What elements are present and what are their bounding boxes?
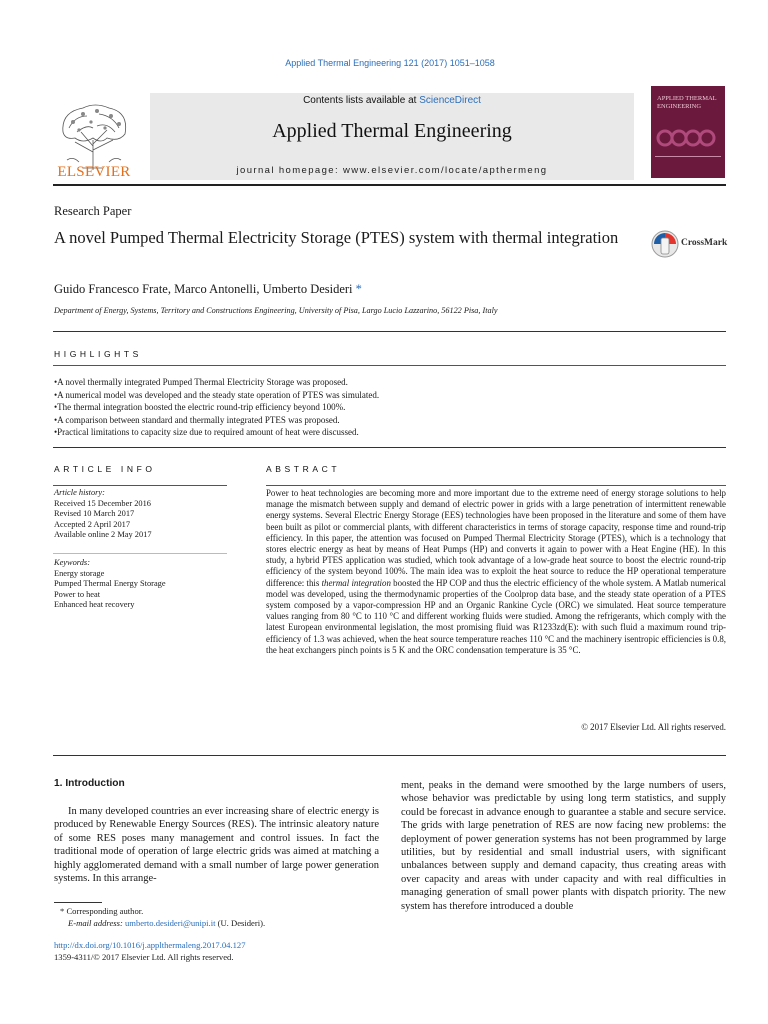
paper-type: Research Paper [54,204,132,218]
crossmark-icon [651,229,679,259]
author-list [54,282,362,297]
divider [53,485,227,486]
highlight-item: • A novel thermally integrated Pumped Thermal Electricity Storage was proposed. [54,376,734,389]
issn-line: 1359-4311/© 2017 Elsevier Ltd. All rights reserved. [54,952,234,962]
cover-title: APPLIED THERMAL ENGINEERING [657,95,717,110]
highlight-item: • A numerical model was developed and the steady state operation of PTES was simulated. [54,389,734,402]
divider [53,755,726,756]
keyword-item[interactable]: Power to heat [54,589,101,599]
abstract-part-1: Power to heat technologies are becoming more and more important due to the extreme need of energy storage solutions to help manage the mismatch between supply and demand of electric power in grids with a large penetration of intermittent renewable energy systems. Several Electric Energy Storage (EES) technologies have been proposed in the literature and some of them have been built as pilot or commercial plants, with different characteristics in terms of storage capacity, response time and round-trip efficiency. In this paper, the attention was focused on Pumped Thermal Electricity Storage (PTES), which is a technology that stores electric energy as heat by means of Heat Pumps (HP) and converts it again to power with a Heat Engine (HE). In this study, a hybrid PTES application was studied, which took advantage of a low-grade heat source to boost the electric round-trip efficiency of the system beyond 100%. The main idea was to exploit the heat source to reduce the HP operational temperature difference: this [266,488,726,588]
keywords [54,558,229,611]
abstract-part-2: boosted the HP COP and thus the electric efficiency of the whole system. A Matlab numerical model was developed, using the thermodynamic properties of the Coolprop data base, and the steady state operation of a PTES system composed by a vapor-compression HP and an Organic Rankine Cycle (ORC) we simulated. Heat source temperature values ranging from 80 °C to 110 °C and different working fluids were studied. Among the refrigerants, which comply with the latest European environmental legislation, the most promising fluid was R1233zd(E): with such fluid a maximum round trip-efficiency of 1.3 was achieved, when the heat source temperature reaches 110 °C and the machinery isentropic efficiencies is 0.8, the heat exchangers pinch points is 5 K and the ORC condensation temperature is 35 °C. [266,577,727,655]
abstract-heading: ABSTRACT [266,464,341,474]
highlight-item: • Practical limitations to capacity size due to required amount of heat were discussed. [54,426,734,439]
journal-title: Applied Thermal Engineering [272,120,512,142]
contents-line [150,95,634,106]
footnote [54,906,384,929]
highlights-list [54,376,734,439]
divider [53,553,227,554]
journal-homepage-link[interactable]: journal homepage: www.elsevier.com/locate/apthermeng [236,165,548,176]
history-label: Article history: [54,488,105,497]
history-online: Available online 2 May 2017 [54,530,152,539]
introduction-text-left: In many developed countries an ever increasing share of electric energy is produced by Renewable Energy Sources (RES). The intrinsic aleatory nature of some RES poses many management and control issues. In fact the traditional mode of operation of large electric grids was aimed at matching a highly agglomerated demand with a small number of large power generation systems. In this arrange- [54,806,379,885]
paper-title: A novel Pumped Thermal Electricity Storage (PTES) system with thermal integration [54,228,619,247]
history-received: Received 15 December 2016 [54,498,151,508]
abstract-italic: thermal integration [321,577,391,588]
highlight-item: • A comparison between standard and thermally integrated PTES was proposed. [54,414,734,427]
divider [53,365,726,366]
divider [266,485,726,486]
footnote-divider [54,902,102,903]
keyword-item[interactable]: Energy storage [54,568,105,578]
highlights-heading: HIGHLIGHTS [54,349,142,359]
keyword-item[interactable]: Pumped Thermal Energy Storage [54,579,166,588]
introduction-text-right: ment, peaks in the demand were smoothed by the large numbers of users, whose behavior was predictable by using long term statistics, and supply could be forecast in advance enough to guarantee a stable and secure service. The grids with large penetration of RES are now facing new problems: the deployment of power generation systems has not been programmed by large utilities, but by residential and small industrial users, with significant unbalances between supply and demand capacity, thus creating areas with over capacity and areas with under capacity and with real difficulties in managing generation of small power plants with dispatch priority. The new system has therefore introduced a double [401,780,726,912]
sciencedirect-link[interactable]: ScienceDirect [419,95,481,106]
contents-prefix: Contents lists available at [303,95,420,106]
divider [53,331,726,332]
authors-text: Guido Francesco Frate, Marco Antonelli, Umberto Desideri [54,282,353,296]
introduction-heading: 1. Introduction [54,778,125,789]
abstract-text [266,488,726,656]
corresponding-author-marker[interactable]: * [355,282,362,296]
journal-citation-link[interactable]: Applied Thermal Engineering 121 (2017) 1051–1058 [285,58,495,68]
keywords-label: Keywords: [54,558,90,567]
history-revised: Revised 10 March 2017 [54,509,135,518]
doi-link[interactable]: http://dx.doi.org/10.1016/j.applthermaleng.2017.04.127 [54,940,246,950]
email-suffix: (U. Desideri). [215,917,266,928]
keyword-item[interactable]: Enhanced heat recovery [54,600,135,609]
divider [53,447,726,448]
abstract-copyright: © 2017 Elsevier Ltd. All rights reserved. [581,722,726,732]
corresponding-author-note: * Corresponding author. [60,906,144,916]
publisher-wordmark: ELSEVIER [57,164,131,180]
history-accepted: Accepted 2 April 2017 [54,519,131,529]
email-label: E-mail address: [68,917,125,928]
email-line [54,918,384,930]
cover-artwork [651,116,725,178]
article-history [54,488,229,541]
crossmark-label: CrossMark [681,238,728,248]
journal-cover-thumbnail[interactable] [651,86,725,178]
crossmark-button[interactable] [651,229,731,261]
article-info-heading: ARTICLE INFO [54,464,156,474]
email-link[interactable]: umberto.desideri@unipi.it [124,917,216,928]
affiliation: Department of Energy, Systems, Territory and Constructions Engineering, University of Pisa, Largo Lucio Lazzarino, 56122 Pisa, Italy [54,306,498,315]
highlight-item: • The thermal integration boosted the electric round-trip efficiency beyond 100%. [54,401,734,414]
masthead-divider [53,184,726,186]
